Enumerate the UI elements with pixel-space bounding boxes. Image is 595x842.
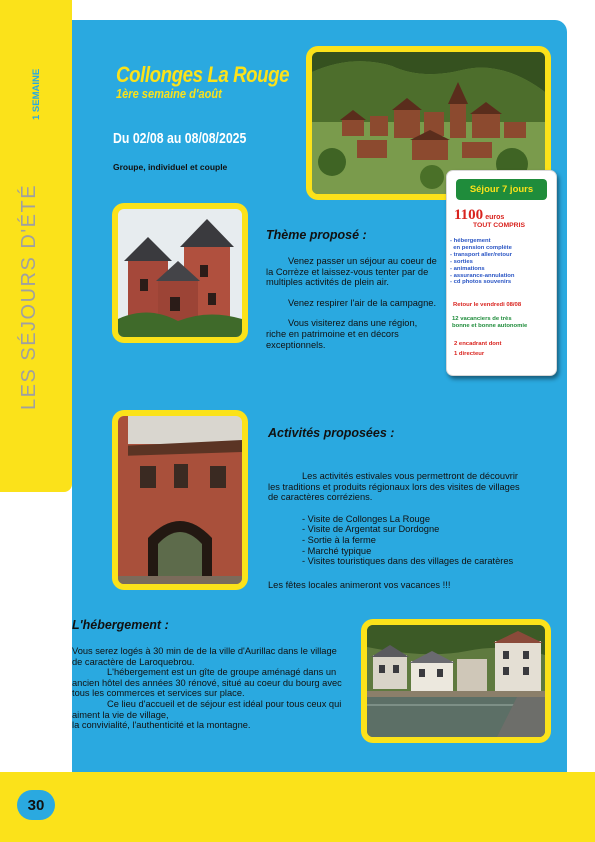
activities-closing: Les fêtes locales animeront vos vacances !!!	[268, 579, 451, 590]
stay-dates: Du 02/08 au 08/08/2025	[113, 130, 247, 147]
staff-line: 1 directeur	[454, 351, 485, 357]
inclusion-item: - assurance-annulation	[450, 272, 515, 279]
inclusions-list	[450, 238, 514, 286]
inclusion-item: - animations	[450, 265, 485, 272]
return-date: Retour le vendredi 08/08	[453, 302, 522, 308]
price-currency: euros	[485, 214, 505, 221]
castle-photo	[118, 209, 242, 337]
activities-text	[268, 471, 528, 590]
house-photo-frame	[112, 410, 248, 590]
lodging-paragraph: L'hébergement est un gîte de groupe aménagé dans un ancien hôtel des années 30 rénové, situé au coeur du bourg avec tous les commerces et services sur place.	[72, 667, 342, 699]
lodging-heading: L'hébergement :	[72, 618, 169, 632]
activity-item: - Sortie à la ferme	[302, 534, 376, 545]
inclusion-item: - cd photos souvenirs	[450, 279, 512, 286]
activity-item: - Visites touristiques dans des villages de caratères	[302, 556, 514, 567]
theme-text	[266, 256, 438, 350]
activities-heading: Activités proposées :	[268, 426, 395, 440]
inclusion-item: - sorties	[450, 258, 473, 265]
page-subtitle: 1ère semaine d'août	[116, 86, 222, 101]
activities-intro: Les activités estivales vous permettront de découvrir les traditions et produits régionaux lors des visites de villages de caractères corréziens.	[268, 471, 520, 503]
theme-heading: Thème proposé :	[266, 228, 367, 242]
offer-heading: Séjour 7 jours	[456, 179, 547, 200]
inclusion-item: en pension complète	[450, 244, 512, 251]
all-inclusive-label: TOUT COMPRIS	[473, 222, 525, 229]
riverside-photo	[367, 625, 545, 737]
riverside-photo-frame	[361, 619, 551, 743]
theme-paragraph: Venez passer un séjour au coeur de la Corrèze et laissez-vous tenter par de multiples activités de plein air.	[266, 256, 437, 288]
group-size-line: 12 vacanciers de très	[452, 316, 512, 322]
activity-item: - Marché typique	[302, 545, 372, 556]
activities-list	[268, 514, 528, 567]
group-size-line: bonne et bonne autonomie	[452, 323, 528, 330]
audience-text: Groupe, individuel et couple	[113, 162, 228, 172]
lodging-paragraph: la convivialité, l'authenticité et la montagne.	[72, 720, 251, 731]
page-title: Collonges La Rouge	[116, 62, 290, 87]
theme-paragraph: Vous visiterez dans une région, riche en patrimoine et en décors exceptionnels.	[266, 318, 418, 350]
lodging-paragraph: Ce lieu d'accueil et de séjour est idéal pour tous ceux qui aiment la vie de village,	[72, 698, 342, 720]
inclusion-item: - transport aller/retour	[450, 251, 512, 258]
lodging-text	[72, 646, 342, 731]
inclusion-item: - hébergement	[450, 238, 491, 244]
castle-photo-frame	[112, 203, 248, 343]
lodging-paragraph: Vous serez logés à 30 min de de la ville d'Aurillac dans le village de caractère de Laroquebrou.	[72, 646, 337, 667]
footer-band	[0, 772, 595, 842]
section-title: LES SÉJOURS D'ÉTÉ	[18, 183, 40, 410]
activity-item: - Visite de Collonges La Rouge	[302, 513, 431, 524]
price-amount: 1100	[454, 207, 484, 223]
staff-line: 2 encadrant dont	[454, 341, 502, 347]
staff-info	[454, 339, 501, 359]
page-number: 30	[17, 790, 55, 820]
theme-paragraph: Venez respirer l'air de la campagne.	[288, 297, 437, 308]
group-size	[452, 316, 527, 330]
house-photo	[118, 416, 242, 584]
offer-card	[446, 170, 557, 376]
activity-item: - Visite de Argentat sur Dordogne	[302, 524, 440, 535]
duration-label: 1 SEMAINE	[31, 68, 42, 120]
